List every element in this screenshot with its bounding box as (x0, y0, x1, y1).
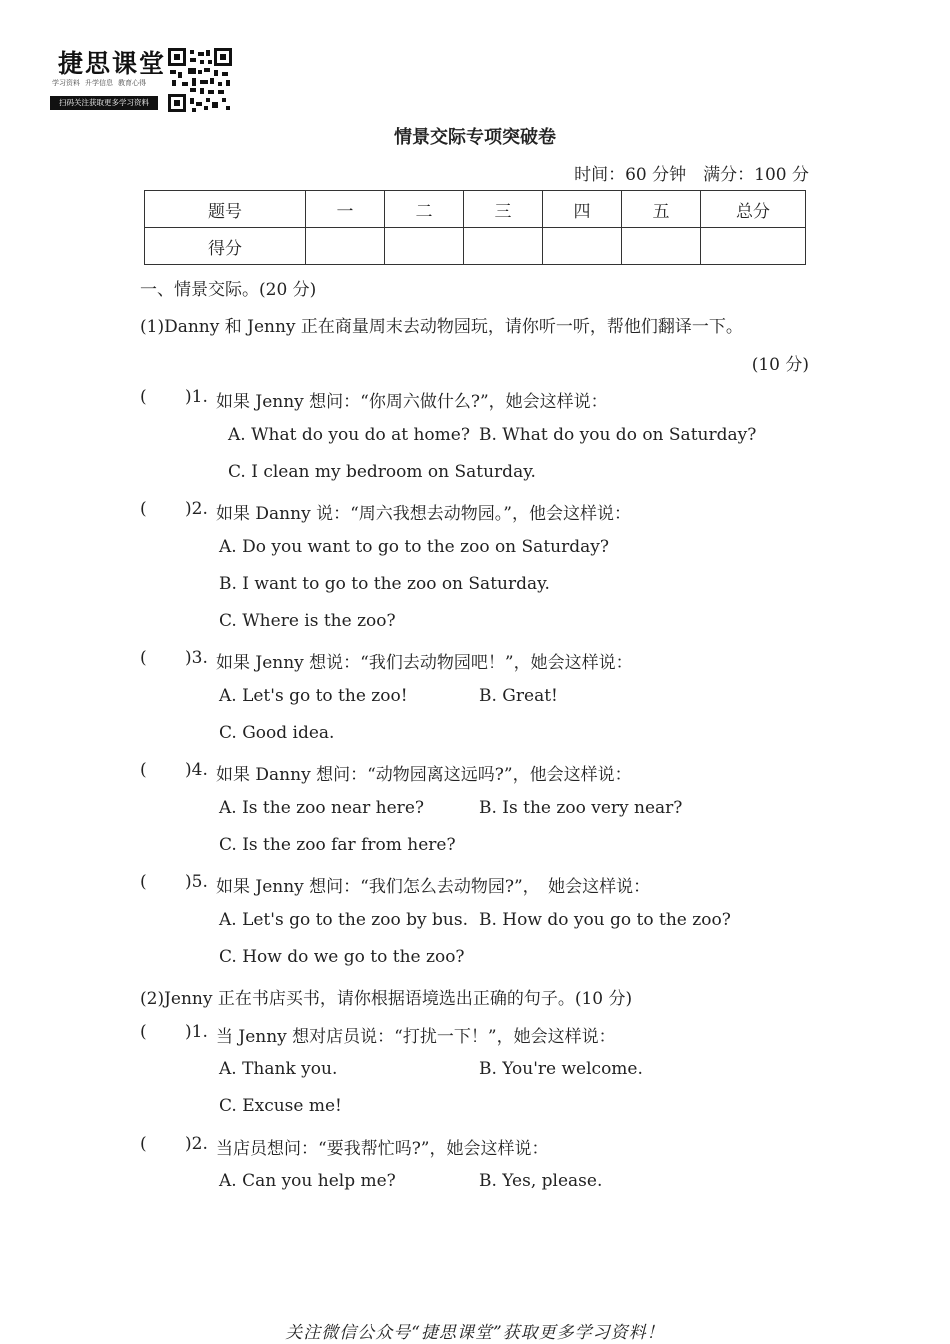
question-number: )4. (185, 760, 208, 780)
score-cell[interactable] (306, 228, 385, 265)
part-intro: (2)Jenny 正在书店买书，请你根据语境选出正确的句子。(10 分) (140, 989, 633, 1009)
question-number: )5. (185, 872, 208, 892)
option-c: C. How do we go to the zoo? (219, 947, 465, 967)
time-info: 时间：60 分钟 满分：100 分 (574, 165, 809, 185)
score-table-score-row (145, 228, 806, 265)
part-score: (10 分) (751, 355, 809, 375)
answer-blank[interactable]: ( (140, 1022, 147, 1042)
logo-title: 捷思课堂 (58, 49, 167, 78)
answer-blank[interactable]: ( (140, 872, 147, 892)
option-a: A. Thank you. (219, 1059, 338, 1079)
question-text: 当店员想问：“要我帮忙吗?”，她会这样说： (216, 1139, 549, 1159)
option-b: B. You're welcome. (479, 1059, 643, 1079)
option-a: A. What do you do at home? (228, 425, 470, 445)
section-heading: 一、情景交际。(20 分) (140, 280, 317, 300)
option-b: B. Is the zoo very near? (479, 798, 683, 818)
page-title: 情景交际专项突破卷 (394, 127, 556, 148)
question-text: 如果 Danny 说：“周六我想去动物园。”，他会这样说： (216, 504, 631, 524)
option-c: C. Is the zoo far from here? (219, 835, 456, 855)
part-intro: (1)Danny 和 Jenny 正在商量周末去动物园玩，请你听一听，帮他们翻译一下。 (140, 317, 743, 337)
option-a: A. Do you want to go to the zoo on Saturday? (219, 537, 609, 557)
table-header-cell: 三 (464, 191, 543, 228)
logo-bar: 扫码关注获取更多学习资料 (50, 96, 158, 110)
score-cell[interactable] (464, 228, 543, 265)
table-header-cell: 二 (385, 191, 464, 228)
logo-subtitle: 升学信息 (85, 79, 113, 87)
logo-subtitle: 教育心得 (118, 79, 146, 87)
option-c: C. Good idea. (219, 723, 335, 743)
answer-blank[interactable]: ( (140, 760, 147, 780)
question-number: )1. (185, 1022, 208, 1042)
answer-blank[interactable]: ( (140, 648, 147, 668)
answer-blank[interactable]: ( (140, 499, 147, 519)
option-a: A. Let's go to the zoo by bus. (219, 910, 468, 930)
answer-blank[interactable]: ( (140, 1134, 147, 1154)
option-c: C. I clean my bedroom on Saturday. (228, 462, 536, 482)
option-b: B. I want to go to the zoo on Saturday. (219, 574, 550, 594)
score-cell[interactable] (385, 228, 464, 265)
footer-note: 关注微信公众号“捷思课堂”获取更多学习资料！ (285, 1323, 665, 1343)
table-header-cell: 总分 (701, 191, 806, 228)
option-c: C. Where is the zoo? (219, 611, 396, 631)
logo-subtitle: 学习资料 (52, 79, 80, 87)
table-header-cell: 一 (306, 191, 385, 228)
option-b: B. What do you do on Saturday? (479, 425, 757, 445)
question-text: 如果 Jenny 想问：“我们怎么去动物园?”， 她会这样说： (216, 877, 651, 897)
table-header-cell: 五 (622, 191, 701, 228)
score-cell[interactable] (622, 228, 701, 265)
score-cell[interactable] (543, 228, 622, 265)
option-b: B. Yes, please. (479, 1171, 603, 1191)
option-c: C. Excuse me! (219, 1096, 342, 1116)
question-number: )2. (185, 1134, 208, 1154)
table-row-label: 得分 (145, 228, 306, 265)
option-a: A. Let's go to the zoo! (219, 686, 408, 706)
question-text: 当 Jenny 想对店员说：“打扰一下！”，她会这样说： (216, 1027, 616, 1047)
answer-blank[interactable]: ( (140, 387, 147, 407)
option-a: A. Can you help me? (219, 1171, 396, 1191)
score-cell[interactable] (701, 228, 806, 265)
question-text: 如果 Jenny 想说：“我们去动物园吧！”，她会这样说： (216, 653, 633, 673)
score-table (144, 190, 806, 265)
option-a: A. Is the zoo near here? (219, 798, 424, 818)
question-number: )3. (185, 648, 208, 668)
question-text: 如果 Jenny 想问：“你周六做什么?”，她会这样说： (216, 392, 608, 412)
question-number: )1. (185, 387, 208, 407)
question-text: 如果 Danny 想问：“动物园离这远吗?”，他会这样说： (216, 765, 632, 785)
qr-code-icon (168, 48, 232, 112)
logo-subtitles (52, 78, 162, 88)
table-header-cell: 四 (543, 191, 622, 228)
option-b: B. How do you go to the zoo? (479, 910, 731, 930)
question-number: )2. (185, 499, 208, 519)
score-table-header-row (145, 191, 806, 228)
option-b: B. Great! (479, 686, 558, 706)
table-header-cell: 题号 (145, 191, 306, 228)
